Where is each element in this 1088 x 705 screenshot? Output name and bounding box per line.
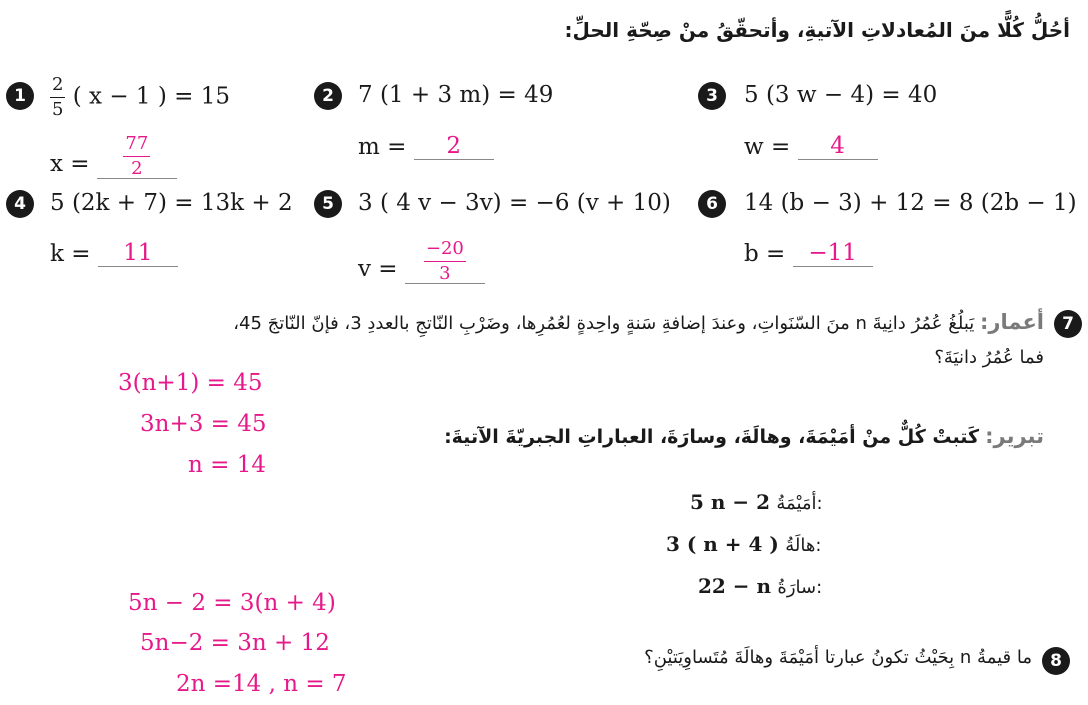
problem-4-answer[interactable]: 11	[98, 240, 178, 267]
question-8-work-line-3: 2n =14 , n = 7	[176, 671, 347, 697]
problem-2-equation: 7 (1 + 3 m) = 49	[358, 82, 554, 108]
expression-umayma: 5 n − 2 أمَيْمَةُ:	[690, 490, 823, 514]
problem-3-answer[interactable]: 4	[798, 133, 878, 160]
problem-5-answer[interactable]: $\frac{-20}{3}$	[405, 240, 485, 284]
question-7-work-line-1: 3(n+1) = 45	[118, 370, 263, 396]
problem-1-number: 1	[6, 82, 34, 110]
problem-1-answer-row	[50, 133, 177, 177]
problem-6-answer[interactable]: −11	[793, 240, 873, 267]
justification-keyword: تبرير:	[985, 424, 1044, 448]
problem-4-number: 4	[6, 190, 34, 218]
problem-1-var: x =	[50, 151, 90, 177]
question-8-number: 8	[1042, 647, 1070, 675]
problem-6-equation: 14 (b − 3) + 12 = 8 (2b − 1)	[744, 190, 1077, 216]
problem-6-answer-row: b = −11	[744, 240, 873, 267]
problem-1-equation: $\frac{2}{5}$ ( x − 1 ) = 15	[52, 74, 230, 120]
expression-hala: 3 ( n + 4 ) هالَةُ:	[666, 532, 822, 556]
question-8-work-line-2: 5n−2 = 3n + 12	[140, 630, 330, 656]
problem-5-equation: 3 ( 4 v − 3v) = −6 (v + 10)	[358, 190, 671, 216]
problem-5-answer-row: v = $\frac{-20}{3}$	[358, 238, 485, 282]
problem-2-answer[interactable]: 2	[414, 133, 494, 160]
problem-2-answer-row: m = 2	[358, 133, 494, 160]
question-7-keyword: أعمار:	[980, 310, 1044, 334]
problem-5-number: 5	[314, 190, 342, 218]
justification-text: تبرير: كَتبتْ كُلٌّ منْ أمَيْمَةَ، وهالَةَ، وسارَةَ، العباراتِ الجبريّةَ الآتيةَ:	[444, 424, 1044, 448]
question-7-work-line-3: n = 14	[188, 452, 266, 478]
question-7-work-line-2: 3n+3 = 45	[140, 411, 267, 437]
problem-3-number: 3	[698, 82, 726, 110]
question-7-text-2: فما عُمُرُ دانيَةَ؟	[934, 347, 1044, 368]
question-7-number: 7	[1054, 310, 1082, 338]
problem-4-answer-row: k = 11	[50, 240, 178, 267]
problem-3-answer-row: w = 4	[744, 133, 878, 160]
problem-4-equation: 5 (2k + 7) = 13k + 2	[50, 190, 293, 216]
problem-6-number: 6	[698, 190, 726, 218]
problem-1-fraction: $\frac{2}{5}$	[52, 74, 64, 120]
problem-1-answer[interactable]: $\frac{77}{2}$	[97, 135, 177, 179]
instruction: أحُلُّ كُلًّا منَ المُعادلاتِ الآتيةِ، وأتحقّقُ منْ صِحّةِ الحلِّ:	[564, 18, 1070, 42]
expression-sara: 22 − n سارَةُ:	[698, 574, 823, 598]
problem-2-number: 2	[314, 82, 342, 110]
problem-3-equation: 5 (3 w − 4) = 40	[744, 82, 938, 108]
question-7-text: أعمار: يَبلُغُ عُمُرُ دانِيةَ n منَ السّنَواتِ، وعندَ إضافةِ سَنةٍ واحِدةٍ لعُمُرِها، وضَرْبِ النّاتجِ بالعددِ 3، فإنّ النّاتجَ 45،	[233, 310, 1044, 334]
question-8-work-line-1: 5n − 2 = 3(n + 4)	[128, 590, 336, 616]
question-8-text: ما قيمةُ n بِحَيْثُ تكونُ عبارتا أمَيْمَةَ وهالَةَ مُتَساوِيَتيْنِ؟	[644, 647, 1032, 668]
